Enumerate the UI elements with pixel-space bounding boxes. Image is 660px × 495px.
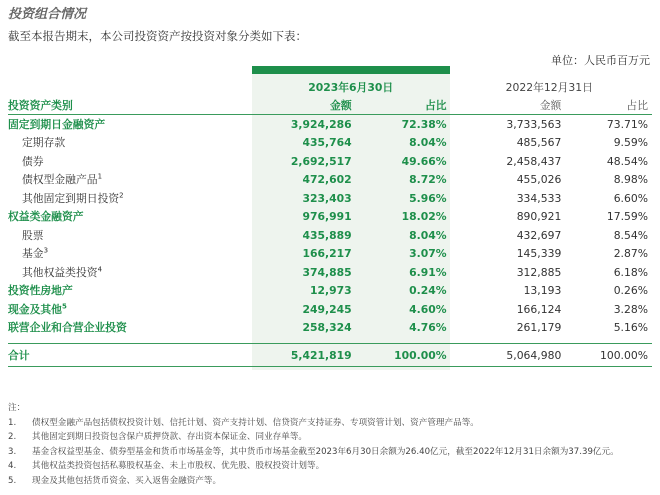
footnote-item xyxy=(8,460,619,474)
current-amount: 976,991 xyxy=(302,210,352,224)
current-amount: 374,885 xyxy=(302,265,352,279)
footnote-item xyxy=(8,417,619,431)
table-row xyxy=(8,115,652,134)
current-ratio: 0.24% xyxy=(409,284,447,298)
current-amount: 435,889 xyxy=(302,228,352,242)
prior-ratio: 73.71% xyxy=(606,117,648,131)
prior-ratio: 48.54% xyxy=(606,154,648,168)
row-label-text: 联营企业和合营企业投资 xyxy=(8,321,127,335)
current-ratio: 3.07% xyxy=(409,247,447,261)
prior-amount: 2,458,437 xyxy=(506,154,562,168)
table-row xyxy=(8,226,652,245)
total-row xyxy=(8,344,652,367)
current-amount: 323,403 xyxy=(302,191,352,205)
footnote-marker: 2 xyxy=(119,191,124,200)
header-category: 投资资产类别 xyxy=(8,96,255,115)
current-ratio: 8.04% xyxy=(409,136,447,150)
current-amount: 472,602 xyxy=(302,173,352,187)
prior-amount: 145,339 xyxy=(516,247,562,261)
footnote-number: 4. xyxy=(8,461,17,472)
table-row xyxy=(8,319,652,338)
header-current-amount: 金额 xyxy=(255,96,360,115)
prior-ratio: 3.28% xyxy=(613,302,648,316)
footnote-number: 3. xyxy=(8,446,17,457)
footnote-number: 1. xyxy=(8,417,17,428)
prior-amount: 312,885 xyxy=(516,265,562,279)
current-ratio: 4.76% xyxy=(409,321,447,335)
row-label xyxy=(8,208,255,227)
row-label-text: 基金 xyxy=(22,247,44,261)
footnotes xyxy=(8,402,619,490)
notes-title: 注： xyxy=(8,403,26,413)
current-amount: 166,217 xyxy=(302,247,352,261)
row-label xyxy=(8,226,255,245)
table-header-column-row xyxy=(8,96,652,115)
header-current-ratio: 占比 xyxy=(360,96,447,115)
total-prior-ratio: 100.00% xyxy=(561,344,652,367)
header-prior-ratio: 占比 xyxy=(561,96,652,115)
prior-ratio: 6.18% xyxy=(613,265,648,279)
current-ratio: 49.66% xyxy=(401,154,447,168)
row-label xyxy=(8,115,255,134)
current-ratio: 5.96% xyxy=(409,191,447,205)
prior-amount: 13,193 xyxy=(523,284,562,298)
prior-ratio: 0.26% xyxy=(613,284,648,298)
footnote-text: 现金及其他包括货币资金、买入返售金融资产等。 xyxy=(32,475,222,486)
section-title: 投资组合情况 xyxy=(8,7,87,22)
table-row xyxy=(8,282,652,301)
row-label-text: 权益类金融资产 xyxy=(8,210,84,224)
footnote-marker: 4 xyxy=(97,265,103,274)
row-label-text: 其他固定到期日投资 xyxy=(22,191,120,205)
current-amount: 2,692,517 xyxy=(290,154,352,168)
footnote-marker: 3 xyxy=(43,246,49,255)
row-label-text: 债券 xyxy=(22,154,44,168)
footnote-marker: 5 xyxy=(61,302,67,311)
row-label-text: 股票 xyxy=(22,228,44,242)
footnote-marker: 1 xyxy=(97,172,103,181)
current-ratio: 18.02% xyxy=(401,210,447,224)
footnote-text: 债权型金融产品包括债权投资计划、信托计划、资产支持计划、信贷资产支持证券、专项资管计划、资产管理产品等。 xyxy=(32,417,479,428)
current-ratio: 8.04% xyxy=(409,228,447,242)
footnote-item xyxy=(8,431,619,445)
prior-amount: 890,921 xyxy=(516,210,562,224)
total-current-amount: 5,421,819 xyxy=(255,344,360,367)
prior-ratio: 8.98% xyxy=(613,173,648,187)
table-row xyxy=(8,134,652,153)
prior-ratio: 6.60% xyxy=(613,191,648,205)
current-amount: 249,245 xyxy=(302,302,352,316)
footnote-text: 基金含权益型基金、债券型基金和货币市场基金等，其中货币市场基金截至2023年6月30日余额为26.40亿元，截至2022年12月31日余额为37.39亿元。 xyxy=(32,446,619,457)
table-row xyxy=(8,189,652,208)
table-row xyxy=(8,300,652,319)
current-ratio: 8.72% xyxy=(409,173,447,187)
header-period-current: 2023年6月30日 xyxy=(308,80,394,94)
row-label xyxy=(8,245,255,264)
footnote-item xyxy=(8,475,619,489)
current-ratio: 4.60% xyxy=(409,302,447,316)
investment-portfolio-table xyxy=(8,78,652,367)
table-row xyxy=(8,171,652,190)
row-label xyxy=(8,319,255,338)
prior-ratio: 9.59% xyxy=(613,136,648,150)
row-label xyxy=(8,171,255,190)
total-prior-amount: 5,064,980 xyxy=(447,344,562,367)
row-label-text: 定期存款 xyxy=(22,136,66,150)
header-period-prior: 2022年12月31日 xyxy=(505,80,593,94)
current-amount: 258,324 xyxy=(302,321,352,335)
prior-ratio: 2.87% xyxy=(613,247,648,261)
prior-amount: 432,697 xyxy=(516,228,562,242)
footnote-text: 其他权益类投资包括私募股权基金、未上市股权、优先股、股权投资计划等。 xyxy=(32,461,325,472)
row-label-text: 现金及其他 xyxy=(8,302,62,316)
current-period-highlight-bar xyxy=(252,66,450,74)
current-amount: 12,973 xyxy=(309,284,352,298)
row-label xyxy=(8,282,255,301)
header-prior-amount: 金额 xyxy=(447,96,562,115)
table-row xyxy=(8,208,652,227)
prior-amount: 3,733,563 xyxy=(506,117,562,131)
row-label xyxy=(8,263,255,282)
table-header-period-row xyxy=(8,78,652,96)
unit-label: 单位：人民币百万元 xyxy=(551,54,650,67)
row-label-text: 投资性房地产 xyxy=(8,284,73,298)
row-label-text: 固定到期日金融资产 xyxy=(8,117,106,131)
prior-ratio: 8.54% xyxy=(613,228,648,242)
row-label xyxy=(8,300,255,319)
current-amount: 435,764 xyxy=(302,136,352,150)
current-ratio: 72.38% xyxy=(401,117,447,131)
table-row xyxy=(8,152,652,171)
current-amount: 3,924,286 xyxy=(290,117,352,131)
table-row xyxy=(8,263,652,282)
row-label-text: 债权型金融产品 xyxy=(22,173,98,187)
total-label: 合计 xyxy=(8,344,255,367)
prior-ratio: 5.16% xyxy=(613,321,648,335)
total-current-ratio: 100.00% xyxy=(360,344,447,367)
row-label xyxy=(8,152,255,171)
footnote-text: 其他固定到期日投资包含保户质押贷款、存出资本保证金、同业存单等。 xyxy=(32,432,308,443)
prior-amount: 485,567 xyxy=(516,136,562,150)
current-ratio: 6.91% xyxy=(409,265,447,279)
prior-amount: 455,026 xyxy=(516,173,562,187)
footnote-number: 5. xyxy=(8,475,17,486)
footnote-item xyxy=(8,446,619,460)
row-label-text: 其他权益类投资 xyxy=(22,265,98,279)
prior-amount: 166,124 xyxy=(516,302,562,316)
row-label xyxy=(8,189,255,208)
prior-ratio: 17.59% xyxy=(606,210,648,224)
footnote-number: 2. xyxy=(8,432,17,443)
prior-amount: 334,533 xyxy=(516,191,562,205)
prior-amount: 261,179 xyxy=(516,321,562,335)
table-row xyxy=(8,245,652,264)
intro-text: 截至本报告期末，本公司投资资产按投资对象分类如下表： xyxy=(8,29,307,43)
row-label xyxy=(8,134,255,153)
